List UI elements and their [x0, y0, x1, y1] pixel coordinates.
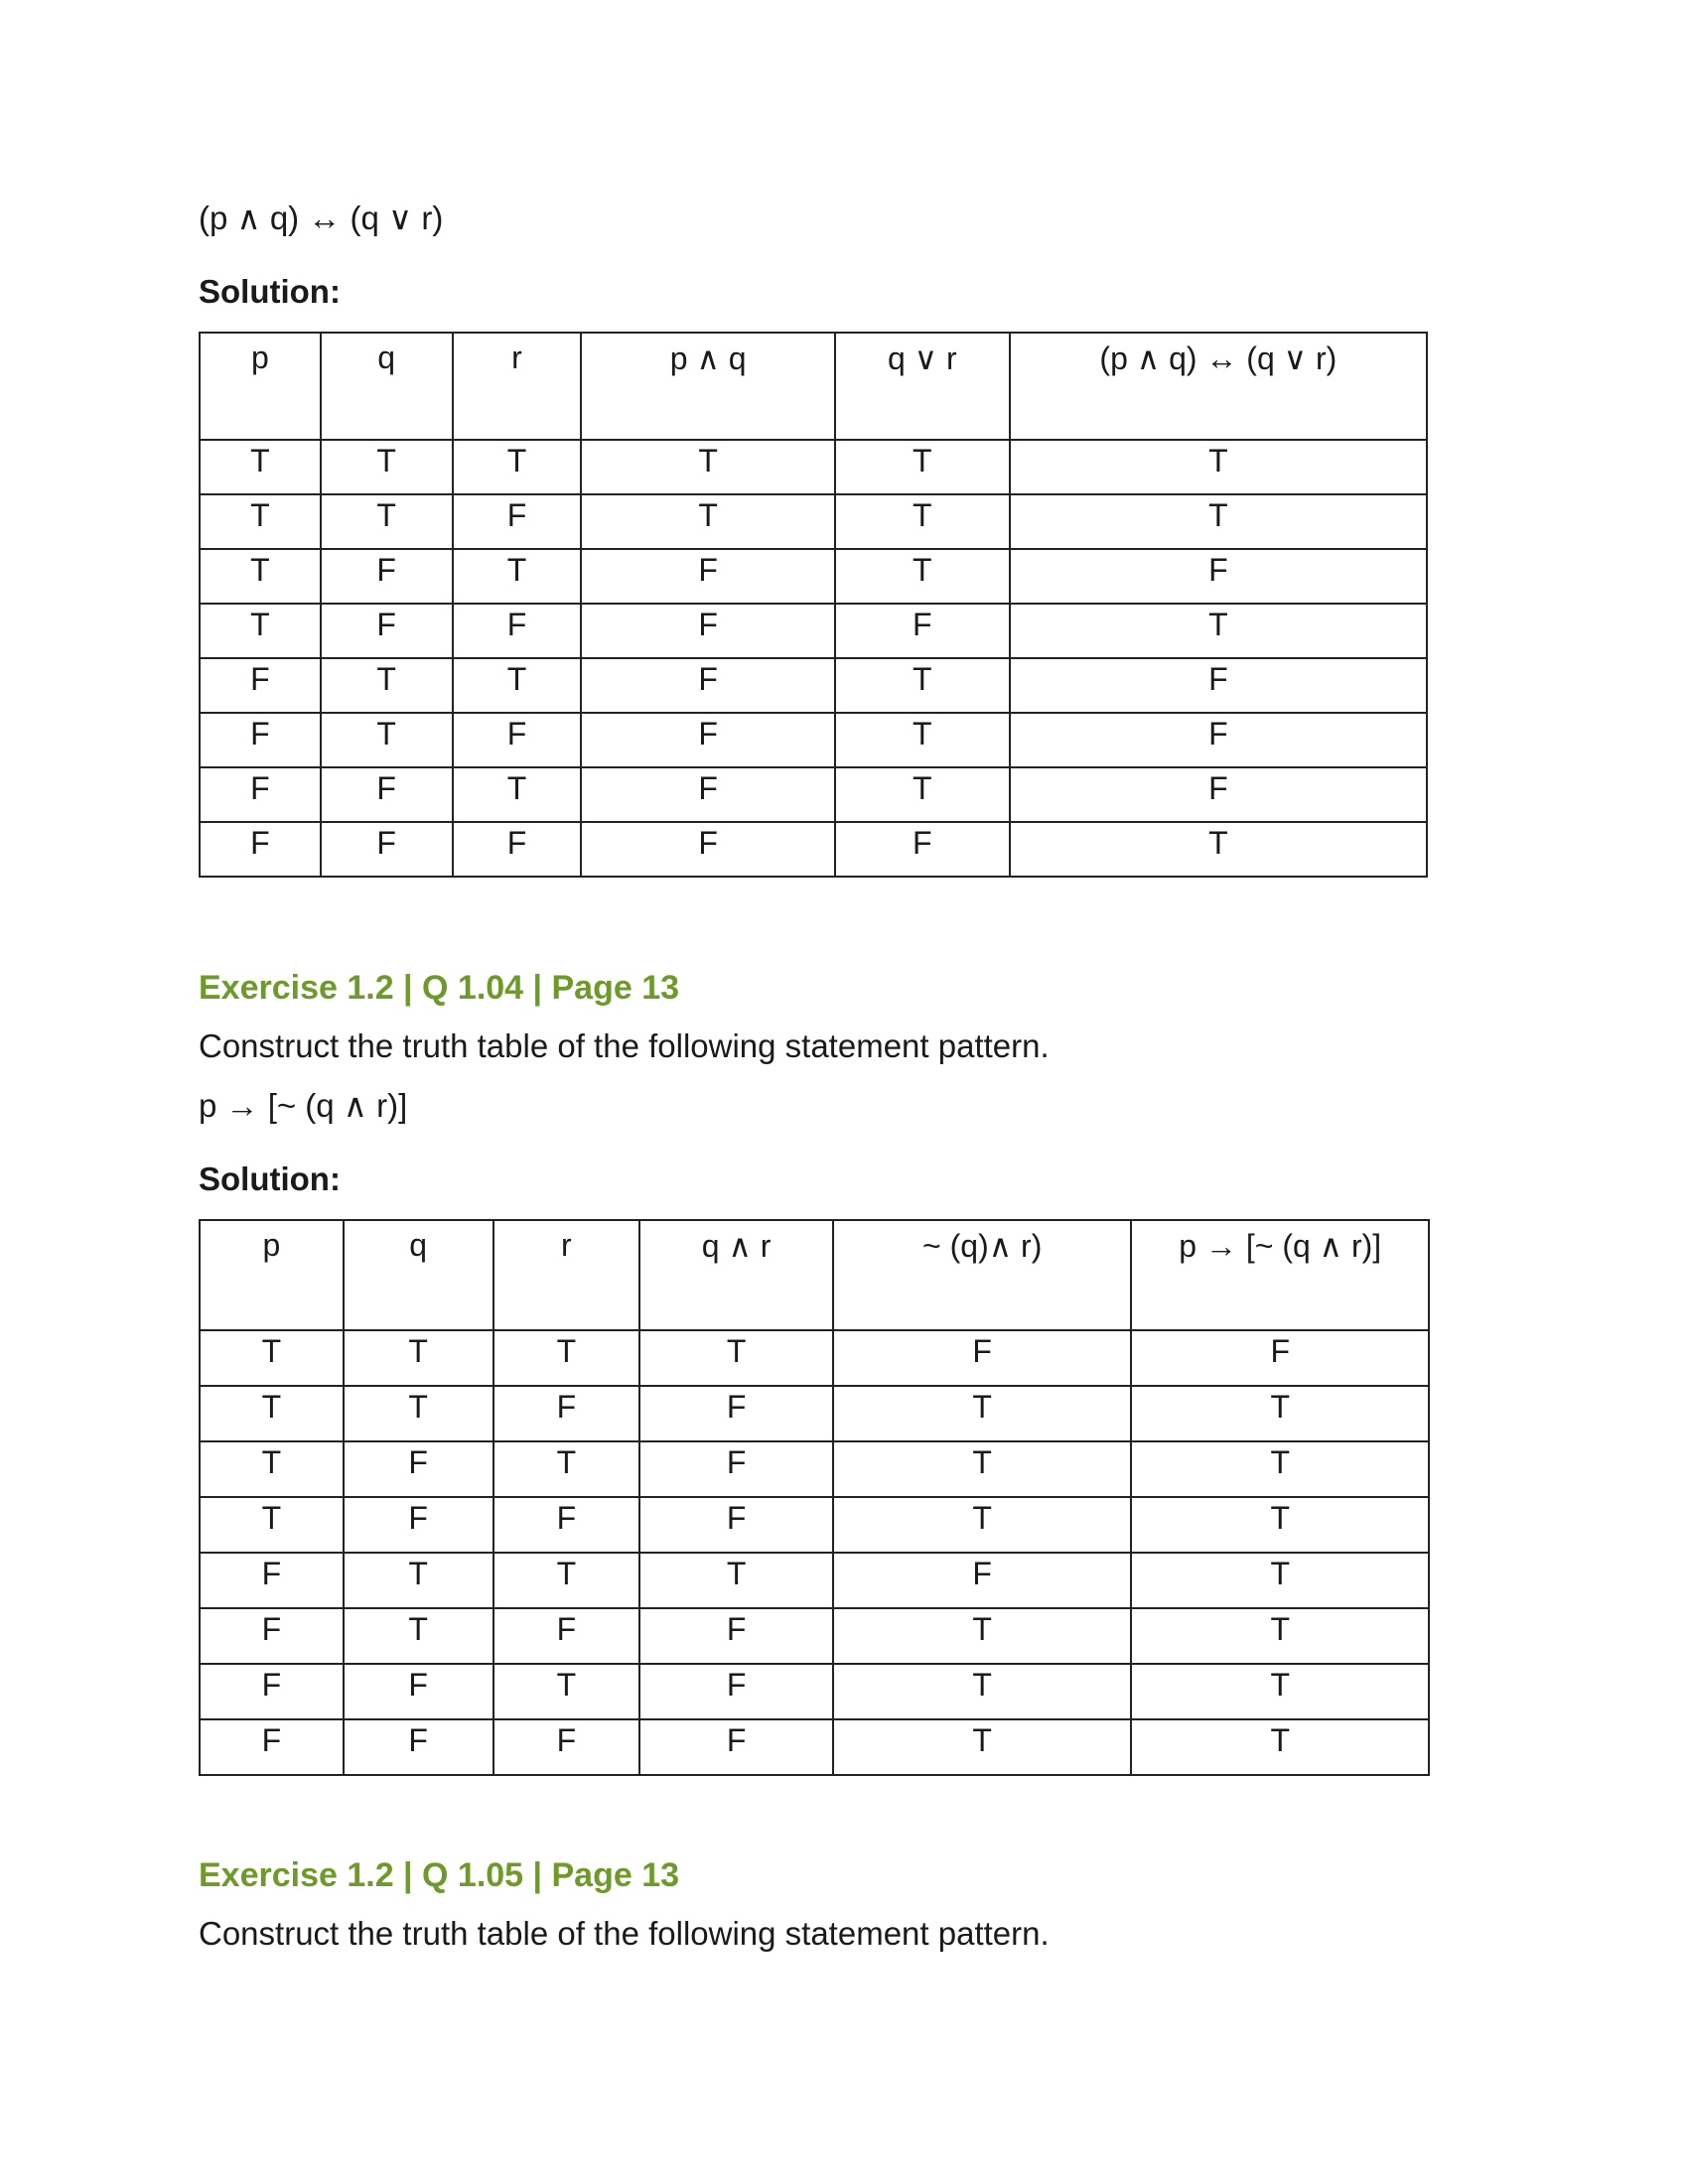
table-cell: F: [321, 767, 453, 822]
table-cell: T: [639, 1553, 833, 1608]
table-cell: F: [344, 1664, 493, 1719]
table-row: [200, 1608, 1429, 1664]
truth-table-1: [199, 332, 1428, 878]
table-cell: T: [1131, 1719, 1429, 1775]
table-cell: T: [200, 1330, 344, 1386]
table-cell: F: [453, 822, 582, 877]
table-cell: T: [833, 1608, 1132, 1664]
table-row: [200, 1330, 1429, 1386]
table-cell: F: [639, 1608, 833, 1664]
column-header: p: [200, 333, 321, 440]
table-cell: F: [200, 1608, 344, 1664]
table-cell: T: [493, 1664, 640, 1719]
column-header: ~ (q)∧ r): [833, 1220, 1132, 1330]
table-header-row: [200, 333, 1427, 440]
table-cell: F: [344, 1719, 493, 1775]
table-cell: F: [453, 494, 582, 549]
table-cell: T: [453, 658, 582, 713]
table-row: [200, 604, 1427, 658]
column-header: q ∧ r: [639, 1220, 833, 1330]
table-cell: T: [833, 1441, 1132, 1497]
table-cell: F: [321, 604, 453, 658]
table-cell: F: [493, 1497, 640, 1553]
table-cell: T: [1010, 604, 1427, 658]
table-cell: T: [1010, 494, 1427, 549]
table-cell: T: [835, 658, 1010, 713]
table-cell: F: [344, 1497, 493, 1553]
table-row: [200, 658, 1427, 713]
table-cell: T: [200, 1386, 344, 1441]
table-row: [200, 767, 1427, 822]
table-cell: T: [1131, 1441, 1429, 1497]
table-cell: T: [453, 549, 582, 604]
table-cell: T: [581, 440, 835, 494]
table-cell: T: [493, 1553, 640, 1608]
table-row: [200, 822, 1427, 877]
table-cell: F: [581, 767, 835, 822]
table-cell: T: [1131, 1608, 1429, 1664]
table-row: [200, 1664, 1429, 1719]
table-cell: T: [833, 1497, 1132, 1553]
table-cell: F: [833, 1553, 1132, 1608]
table-row: [200, 713, 1427, 767]
table-cell: T: [321, 658, 453, 713]
table-cell: T: [344, 1553, 493, 1608]
table-cell: T: [200, 1497, 344, 1553]
table-cell: F: [639, 1497, 833, 1553]
table-cell: T: [200, 494, 321, 549]
table-cell: F: [200, 1664, 344, 1719]
table-cell: F: [200, 1719, 344, 1775]
table-cell: T: [200, 1441, 344, 1497]
table-cell: T: [344, 1386, 493, 1441]
table-row: [200, 440, 1427, 494]
table-row: [200, 494, 1427, 549]
table-row: [200, 1719, 1429, 1775]
table-cell: T: [835, 767, 1010, 822]
table-cell: F: [581, 658, 835, 713]
table-cell: T: [200, 604, 321, 658]
column-header: p: [200, 1220, 344, 1330]
table-cell: F: [639, 1386, 833, 1441]
table-cell: F: [321, 549, 453, 604]
column-header: q ∨ r: [835, 333, 1010, 440]
table-cell: T: [581, 494, 835, 549]
table-cell: F: [453, 713, 582, 767]
table-cell: T: [1131, 1664, 1429, 1719]
table-cell: T: [639, 1330, 833, 1386]
table-cell: T: [321, 494, 453, 549]
table-cell: T: [835, 713, 1010, 767]
column-header: r: [453, 333, 582, 440]
statement-2: p → [~ (q ∧ r)]: [199, 1087, 408, 1124]
statement-1: (p ∧ q) ↔ (q ∨ r): [199, 200, 444, 236]
table-cell: T: [1131, 1553, 1429, 1608]
column-header: p ∧ q: [581, 333, 835, 440]
exercise-title-q104: Exercise 1.2 | Q 1.04 | Page 13: [199, 969, 680, 1007]
column-header: q: [321, 333, 453, 440]
table-cell: T: [833, 1719, 1132, 1775]
table-cell: F: [200, 822, 321, 877]
table-row: [200, 549, 1427, 604]
table-cell: T: [200, 440, 321, 494]
table-cell: F: [835, 604, 1010, 658]
table-cell: T: [1131, 1497, 1429, 1553]
column-header: q: [344, 1220, 493, 1330]
table-cell: T: [344, 1330, 493, 1386]
table-cell: F: [493, 1386, 640, 1441]
table-cell: F: [344, 1441, 493, 1497]
table-cell: F: [581, 549, 835, 604]
table-cell: F: [200, 713, 321, 767]
exercise-title-q105: Exercise 1.2 | Q 1.05 | Page 13: [199, 1856, 680, 1894]
table-cell: F: [453, 604, 582, 658]
instruction-q105: Construct the truth table of the following statement pattern.: [199, 1915, 1050, 1952]
table-cell: F: [581, 604, 835, 658]
table-cell: T: [493, 1441, 640, 1497]
table-cell: T: [833, 1386, 1132, 1441]
table-cell: F: [581, 713, 835, 767]
table-cell: F: [200, 658, 321, 713]
table-cell: T: [833, 1664, 1132, 1719]
column-header: (p ∧ q) ↔ (q ∨ r): [1010, 333, 1427, 440]
table-cell: F: [1010, 549, 1427, 604]
table-cell: T: [453, 440, 582, 494]
instruction-q104: Construct the truth table of the following statement pattern.: [199, 1027, 1050, 1064]
table-cell: T: [1131, 1386, 1429, 1441]
table-cell: T: [1010, 440, 1427, 494]
table-cell: F: [833, 1330, 1132, 1386]
table-row: [200, 1386, 1429, 1441]
table-cell: T: [344, 1608, 493, 1664]
solution-label-1: Solution:: [199, 273, 341, 310]
table-cell: F: [493, 1608, 640, 1664]
table-cell: T: [835, 440, 1010, 494]
table-cell: T: [835, 549, 1010, 604]
table-cell: T: [321, 440, 453, 494]
table-row: [200, 1553, 1429, 1608]
table-cell: F: [1131, 1330, 1429, 1386]
table-cell: T: [200, 549, 321, 604]
table-cell: T: [321, 713, 453, 767]
column-header: p → [~ (q ∧ r)]: [1131, 1220, 1429, 1330]
table-cell: F: [639, 1664, 833, 1719]
table-cell: T: [453, 767, 582, 822]
table-cell: T: [835, 494, 1010, 549]
table-cell: F: [1010, 658, 1427, 713]
solution-label-2: Solution:: [199, 1160, 341, 1197]
table-cell: T: [493, 1330, 640, 1386]
table-cell: F: [1010, 767, 1427, 822]
table-cell: F: [493, 1719, 640, 1775]
table-cell: F: [200, 1553, 344, 1608]
table-cell: F: [639, 1719, 833, 1775]
table-cell: F: [835, 822, 1010, 877]
table-row: [200, 1497, 1429, 1553]
table-cell: F: [639, 1441, 833, 1497]
table-cell: F: [1010, 713, 1427, 767]
table-cell: F: [321, 822, 453, 877]
table-cell: F: [581, 822, 835, 877]
table-cell: F: [200, 767, 321, 822]
table-header-row: [200, 1220, 1429, 1330]
table-row: [200, 1441, 1429, 1497]
table-cell: T: [1010, 822, 1427, 877]
truth-table-2: [199, 1219, 1430, 1776]
column-header: r: [493, 1220, 640, 1330]
